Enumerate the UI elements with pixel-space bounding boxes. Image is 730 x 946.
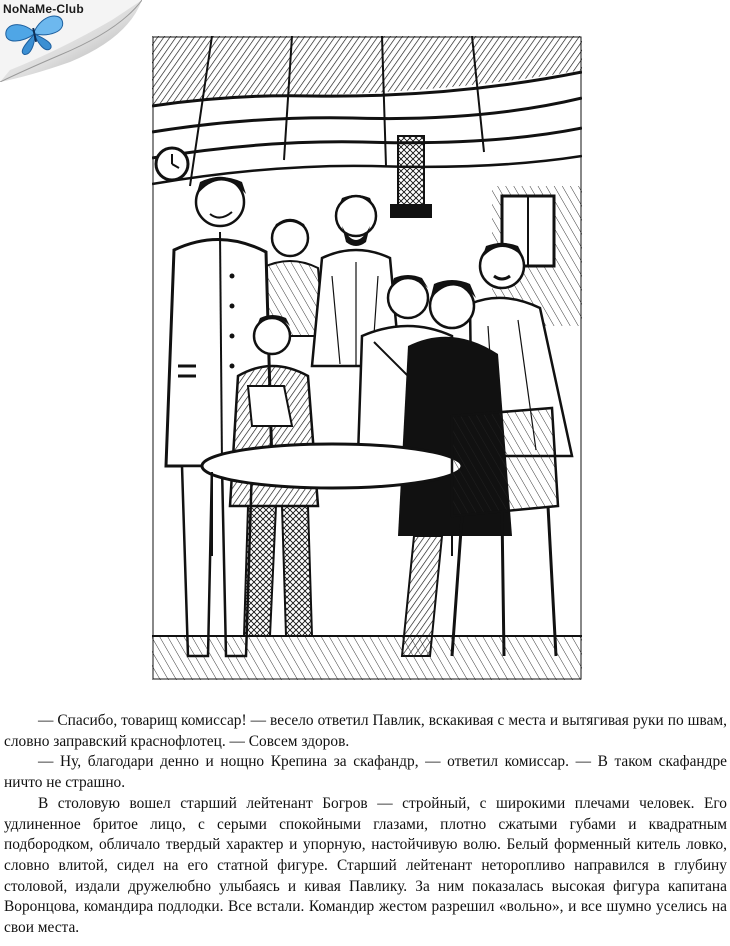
paragraph: — Спасибо, товарищ комиссар! — весело ответил Павлик, вскакивая с места и вытягивая руки по швам, словно заправский краснофлотец. — Совсем здоров. [4, 712, 727, 750]
watermark-text: NoNaMe-Club [3, 2, 84, 16]
illustration [152, 36, 582, 680]
paragraph: В столовую вошел старший лейтенант Богров — стройный, с широкими плечами человек. Его удлиненное бритое лицо, с серыми спокойными глазами, плотно сжатыми губами и квадратным подбородком, обличало твердый характер и упорную, настойчивую волю. Белый форменный китель ловко, словно влитой, сидел на его статной фигуре. Старший лейтенант неторопливо направился в глубину столовой, издали дружелюбно улыбаясь и кивая Павлику. За ним показалась высокая фигура капитана Воронцова, командира подлодки. Все встали. Командир жестом разрешил «вольно», и все шумно уселись на свои места. [4, 794, 727, 937]
body-text [4, 711, 727, 939]
butterfly-icon [0, 0, 142, 82]
watermark [0, 0, 142, 82]
wall-clock [156, 148, 188, 180]
floor [152, 636, 582, 680]
paragraph: — Ну, благодари денно и нощно Крепина за скафандр, — ответил комиссар. — В таком скафандре ничто не страшно. [4, 753, 727, 792]
